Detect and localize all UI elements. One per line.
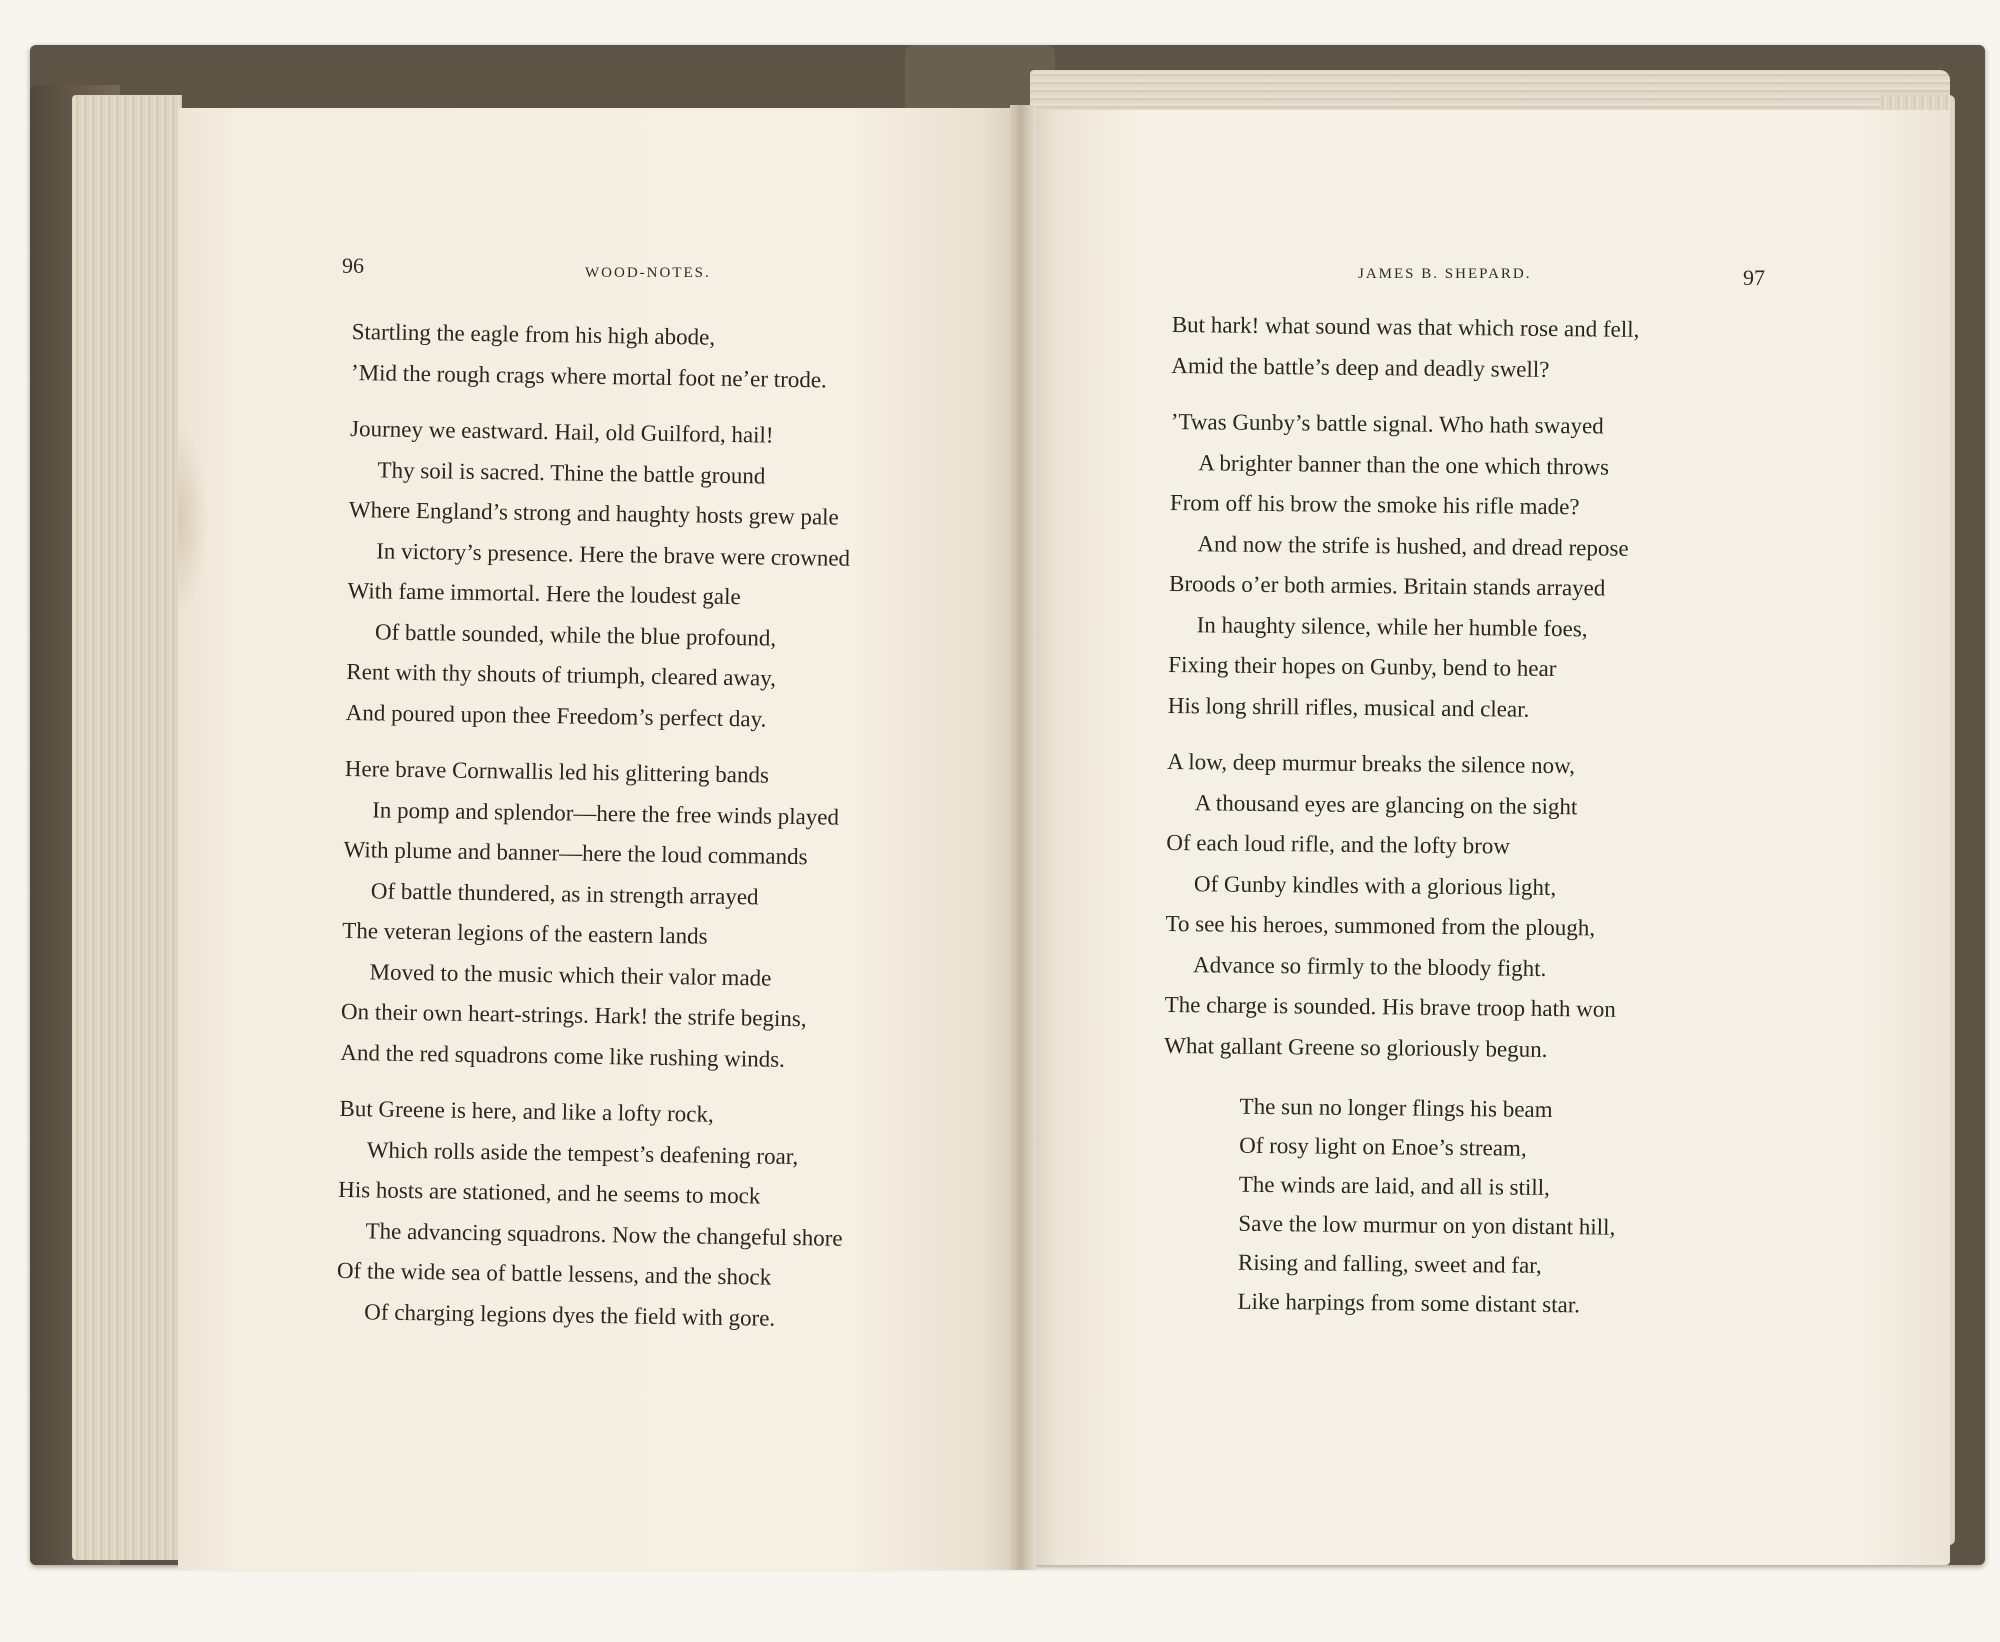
poem-line: But hark! what sound was that which rose and fell,: [1171, 311, 1640, 342]
left-page-number: 96: [342, 253, 364, 278]
poem-line: Of battle sounded, while the blue profound,: [374, 618, 777, 651]
song-line: Of rosy light on Enoe’s stream,: [1239, 1132, 1527, 1161]
poem-line: In haughty silence, while her humble foes,: [1196, 611, 1588, 641]
left-running-title: WOOD-NOTES.: [585, 265, 711, 281]
poem-line: Which rolls aside the tempest’s deafening roar,: [366, 1136, 799, 1169]
poem-line: With fame immortal. Here the loudest gale: [347, 577, 741, 610]
poem-line: Amid the battle’s deep and deadly swell?: [1171, 352, 1550, 382]
poem-line: And poured upon thee Freedom’s perfect day.: [345, 699, 767, 732]
book-gutter: [1010, 105, 1036, 1570]
poem-line: And now the strife is hushed, and dread repose: [1197, 530, 1629, 561]
poem-line: Journey we eastward. Hail, old Guilford, hail!: [349, 415, 774, 448]
right-page-poem: [1161, 305, 1639, 1325]
right-page-number: 97: [1743, 265, 1765, 290]
poem-line: The charge is sounded. His brave troop hath won: [1164, 991, 1616, 1022]
song-line: Rising and falling, sweet and far,: [1237, 1249, 1542, 1278]
page-stain: [178, 420, 208, 620]
right-running-title: JAMES B. SHEPARD.: [1358, 266, 1532, 282]
poem-line: With plume and banner—here the loud commands: [343, 836, 808, 870]
song-line: The winds are laid, and all is still,: [1238, 1171, 1550, 1201]
poem-line: ’Mid the rough crags where mortal foot ne’er trode.: [350, 359, 828, 392]
song-line: The sun no longer flings his beam: [1239, 1093, 1553, 1123]
left-page-poem: [336, 312, 857, 1340]
poem-line: In pomp and splendor—here the free winds played: [371, 796, 840, 830]
song-line: Like harpings from some distant star.: [1237, 1288, 1581, 1318]
poem-line: Here brave Cornwallis led his glittering bands: [344, 755, 770, 788]
poem-line: On their own heart-strings. Hark! the strife begins,: [340, 998, 807, 1032]
song-line: Save the low murmur on yon distant hill,: [1238, 1210, 1616, 1240]
poem-line: And the red squadrons come like rushing winds.: [340, 1039, 786, 1072]
page-stack-left: [72, 95, 182, 1560]
poem-line: Advance so firmly to the bloody fight.: [1192, 951, 1547, 981]
poem-line: From off his brow the smoke his rifle made?: [1169, 489, 1580, 520]
poem-line: What gallant Greene so gloriously begun.: [1164, 1032, 1548, 1062]
poem-line: But Greene is here, and like a lofty rock,: [339, 1095, 714, 1127]
poem-line: Broods o’er both armies. Britain stands arrayed: [1168, 570, 1606, 601]
poem-line: The veteran legions of the eastern lands: [342, 917, 708, 949]
poem-line: Of Gunby kindles with a glorious light,: [1193, 870, 1557, 900]
poem-line: Where England’s strong and haughty hosts grew pale: [348, 496, 839, 530]
poem-line: Of each loud rifle, and the lofty brow: [1166, 829, 1511, 859]
poem-line: ’Twas Gunby’s battle signal. Who hath swayed: [1170, 408, 1604, 439]
poem-line: Of battle thundered, as in strength arrayed: [370, 877, 759, 909]
poem-line: In victory’s presence. Here the brave were crowned: [376, 537, 851, 571]
poem-line: Thy soil is sacred. Thine the battle ground: [377, 456, 766, 489]
poem-line: Startling the eagle from his high abode,: [351, 318, 716, 350]
poem-line: A low, deep murmur breaks the silence now,: [1167, 748, 1576, 779]
poem-line: Rent with thy shouts of triumph, cleared away,: [346, 658, 777, 691]
poem-line: His long shrill rifles, musical and clear.: [1167, 692, 1530, 722]
poem-line: The advancing squadrons. Now the changeful shore: [365, 1217, 843, 1251]
poem-line: Fixing their hopes on Gunby, bend to hear: [1168, 651, 1557, 682]
poem-line: Of the wide sea of battle lessens, and the shock: [336, 1257, 772, 1290]
poem-line: To see his heroes, summoned from the plough,: [1165, 910, 1596, 941]
poem-line: A thousand eyes are glancing on the sight: [1194, 789, 1578, 819]
poem-line: Of charging legions dyes the field with gore.: [364, 1298, 776, 1331]
poem-line: A brighter banner than the one which throws: [1198, 449, 1610, 480]
poem-line: His hosts are stationed, and he seems to mock: [338, 1176, 761, 1209]
poem-line: Moved to the music which their valor made: [369, 958, 772, 991]
